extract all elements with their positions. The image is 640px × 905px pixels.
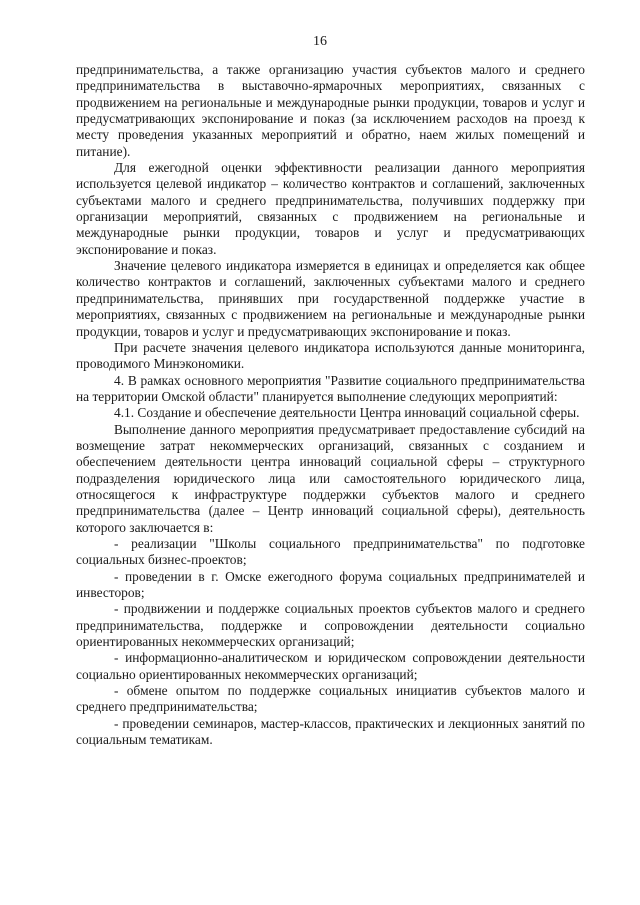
body-text [76,62,585,748]
list-item-legal-support: - информационно-аналитическом и юридическом сопровождении деятельности социально ориентированных некоммерческих организаций; [76,650,585,682]
list-item-promotion: - продвижении и поддержке социальных проектов субъектов малого и среднего предпринимательства, поддержке и сопровождении деятельности социально ориентированных некоммерческих организаций; [76,601,585,650]
list-item-seminars: - проведении семинаров, мастер-классов, практических и лекционных занятий по социальным тематикам. [76,715,585,748]
paragraph-indicator-value: Значение целевого индикатора измеряется в единицах и определяется как общее количество контрактов и соглашений, заключенных субъектами малого и среднего предпринимательства, принявших при государственной поддержке участие в мероприятиях, связанных с продвижением на региональные и международные рынки продукции, товаров и услуг и предусматривающих экспонирование и показ. [76,258,585,339]
paragraph-continuation: предпринимательства, а также организацию участия субъектов малого и среднего предпринимательства в выставочно-ярмарочных мероприятиях, связанных с продвижением на региональные и международные рынки продукции, товаров и услуг и предусматривающих экспонирование и показ (за исключением расходов на проезд к месту проведения указанных мероприятий и обратно, наем жилых помещений и питание). [76,62,585,159]
list-item-school: - реализации "Школы социального предпринимательства" по подготовке социальных бизнес-проектов; [76,535,585,568]
paragraph-subsidies: Выполнение данного мероприятия предусматривает предоставление субсидий на возмещение затрат некоммерческих организаций, связанных с созданием и обеспечением деятельности центра инноваций социальной сферы – структурного подразделения юридического лица или самостоятельного юридического лица, относящегося к инфраструктуре поддержки субъектов малого и среднего предпринимательства (далее – Центр инноваций социальной сферы), деятельность которого заключается в: [76,421,585,535]
paragraph-indicator: Для ежегодной оценки эффективности реализации данного мероприятия используется целевой индикатор – количество контрактов и соглашений, заключенных субъектами малого и среднего предпринимательства, получивших поддержку при организации мероприятий, связанных с продвижением на региональные и международные рынки продукции, товаров и услуг и предусматривающих экспонирование и показ. [76,160,585,257]
page-number: 16 [313,34,327,49]
list-item-forum: - проведении в г. Омске ежегодного форума социальных предпринимателей и инвесторов; [76,568,585,600]
paragraph-monitoring: При расчете значения целевого индикатора используются данные мониторинга, проводимого Минэкономики. [76,339,585,372]
list-item-experience-exchange: - обмене опытом по поддержке социальных инициатив субъектов малого и среднего предпринимательства; [76,683,585,715]
paragraph-section-4-1: 4.1. Создание и обеспечение деятельности Центра инноваций социальной сферы. [114,405,580,421]
paragraph-section-4: 4. В рамках основного мероприятия "Развитие социального предпринимательства на территории Омской области" планируется выполнение следующих мероприятий: [76,372,585,404]
